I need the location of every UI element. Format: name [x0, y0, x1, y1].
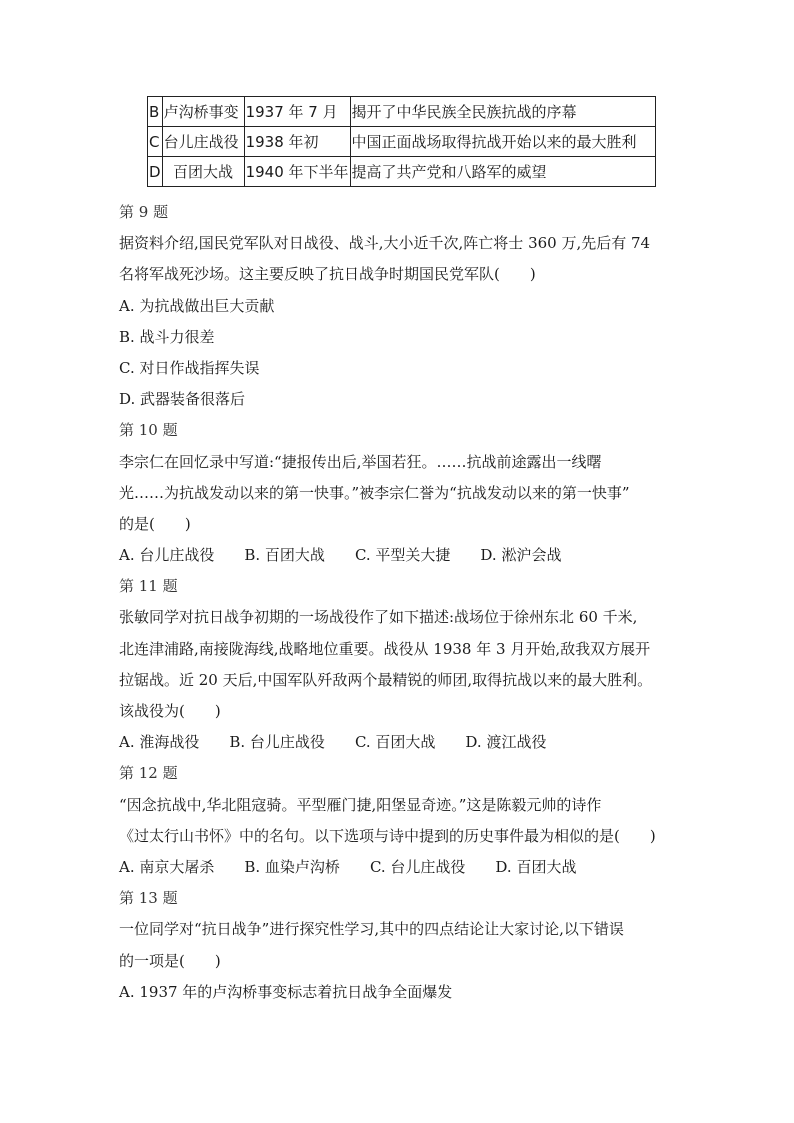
event-significance: 提高了共产党和八路军的威望	[350, 157, 655, 187]
event-time: 1937 年 7 月	[244, 97, 350, 127]
table-row	[148, 97, 656, 127]
answer-option: A. 南京大屠杀	[119, 857, 215, 876]
question-stem: 一位同学对“抗日战争”进行探究性学习,其中的四点结论让大家讨论,以下错误	[119, 920, 624, 939]
table-row	[148, 127, 656, 157]
history-events-table	[147, 96, 656, 187]
question-number: 第 9 题	[119, 203, 169, 221]
answer-options-row	[119, 852, 679, 883]
answer-option: A. 淮海战役	[119, 733, 200, 752]
event-time: 1940 年下半年	[244, 157, 350, 187]
question-stem: 的是( )	[119, 514, 191, 533]
question-number: 第 11 题	[119, 577, 178, 596]
answer-option: A. 为抗战做出巨大贡献	[119, 296, 275, 315]
answer-option: B. 台儿庄战役	[229, 733, 325, 752]
question-stem: 北连津浦路,南接陇海线,战略地位重要。战役从 1938 年 3 月开始,敌我双方展开	[119, 639, 651, 658]
question-stem: 名将军战死沙场。这主要反映了抗日战争时期国民党军队( )	[119, 265, 536, 284]
answer-option: D. 武器装备很落后	[119, 390, 246, 409]
questions-area	[119, 197, 679, 1008]
question-stem: 的一项是( )	[119, 951, 221, 970]
question-stem: 据资料介绍,国民党军队对日战役、战斗,大小近千次,阵亡将士 360 万,先后有 74	[119, 234, 651, 253]
table-row	[148, 157, 656, 187]
answer-option: C. 平型关大捷	[354, 546, 451, 565]
question-stem: 拉锯战。近 20 天后,中国军队歼敌两个最精锐的师团,取得抗战以来的最大胜利。	[119, 670, 653, 689]
answer-option: A. 1937 年的卢沟桥事变标志着抗日战争全面爆发	[119, 982, 453, 1001]
question-number: 第 13 题	[119, 889, 178, 908]
answer-option: C. 对日作战指挥失误	[119, 358, 260, 377]
question-stem: 该战役为( )	[119, 702, 221, 720]
question-number: 第 12 题	[119, 764, 178, 783]
answer-option: C. 台儿庄战役	[369, 857, 466, 876]
question-stem: 张敏同学对抗日战争初期的一场战役作了如下描述:战场位于徐州东北 60 千米,	[119, 608, 638, 627]
answer-option: A. 台儿庄战役	[119, 546, 215, 565]
event-significance: 中国正面战场取得抗战开始以来的最大胜利	[350, 127, 655, 157]
row-label: C	[148, 127, 163, 157]
row-label: D	[148, 157, 163, 187]
event-name: 台儿庄战役	[162, 127, 244, 157]
question-number: 第 10 题	[119, 421, 178, 440]
question-stem: 李宗仁在回忆录中写道:“捷报传出后,举国若狂。……抗战前途露出一线曙	[119, 452, 602, 471]
event-time: 1938 年初	[244, 127, 350, 157]
answer-option: B. 血染卢沟桥	[244, 857, 340, 876]
event-name: 百团大战	[162, 157, 244, 187]
question-stem: 《过太行山书怀》中的名句。以下选项与诗中提到的历史事件最为相似的是( )	[119, 826, 656, 845]
answer-option: D. 淞沪会战	[480, 546, 562, 565]
answer-option: B. 百团大战	[244, 546, 325, 565]
answer-option: C. 百团大战	[354, 733, 436, 752]
answer-option: D. 百团大战	[495, 857, 577, 876]
event-significance: 揭开了中华民族全民族抗战的序幕	[350, 97, 655, 127]
answer-option: B. 战斗力很差	[119, 327, 215, 346]
question-stem: 光……为抗战发动以来的第一快事。”被李宗仁誉为“抗战发动以来的第一快事”	[119, 483, 630, 502]
row-label: B	[148, 97, 163, 127]
answer-option: D. 渡江战役	[465, 733, 547, 752]
answer-options-row	[119, 727, 679, 758]
event-name: 卢沟桥事变	[162, 97, 244, 127]
answer-options-row	[119, 540, 679, 571]
question-stem: “因念抗战中,华北阻寇骑。平型雁门捷,阳堡显奇迹。”这是陈毅元帅的诗作	[119, 795, 602, 814]
